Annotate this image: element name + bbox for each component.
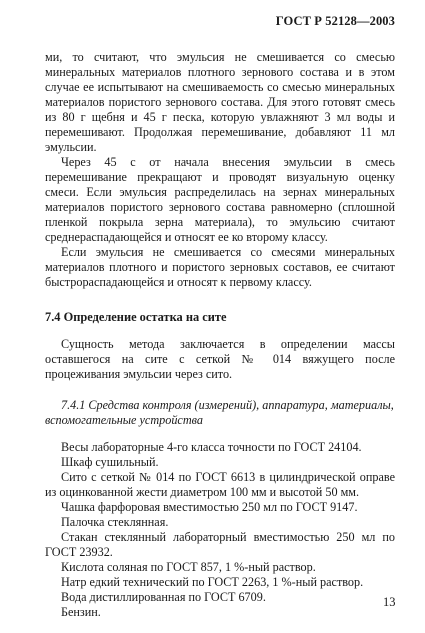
equipment-list [45,440,395,620]
list-item: Палочка стеклянная. [61,515,169,529]
list-item: Сито с сеткой № 014 по ГОСТ 6613 в цилиндрической оправе из оцинкованной жести диаметром 100 мм и высотой 50 мм. [45,470,395,499]
list-item: Стакан стеклянный лабораторный вместимостью 250 мл по ГОСТ 23932. [45,530,395,559]
list-item: Шкаф сушильный. [61,455,159,469]
paragraph-method: Сущность метода заключается в определении массы оставшегося на сите с сеткой № 014 вяжущего после процеживания эмульсии через сито. [45,337,395,381]
section-heading: 7.4 Определение остатка на сите [45,310,227,324]
page-content [45,50,395,620]
list-item: Вода дистиллированная по ГОСТ 6709. [61,590,266,604]
list-item: Натр едкий технический по ГОСТ 2263, 1 %-ный раствор. [61,575,364,589]
list-item: Весы лабораторные 4-го класса точности по ГОСТ 24104. [61,440,362,454]
paragraph-mixing: Через 45 с от начала внесения эмульсии в смесь перемешивание прекращают и проводят визуальную оценку смеси. Если эмульсия распределилась на зернах минеральных материалов пористого зернового состава равномерно (сплошной пленкой покрыла зерна материала), то эмульсию считают среднераспадающейся и относят ее ко второму классу. [45,155,395,244]
paragraph-first-class: Если эмульсия не смешивается со смесями минеральных материалов плотного и пористого зерновых составов, ее считают быстрораспадающейся и относят к первому классу. [45,245,395,289]
standard-header: ГОСТ Р 52128—2003 [275,14,395,28]
paragraph-continuation: ми, то считают, что эмульсия не смешивается со смесью минеральных материалов плотного зернового состава и в этом случае ее испытывают на смешиваемость со смесью минеральных материалов пористого зернового состава. Для этого готовят смесь из 80 г щебня и 45 г песка, которую увлажняют 3 мл воды и перемешивают. Продолжая перемешивание, добавляют 11 мл эмульсии. [45,50,395,154]
subsection-heading: 7.4.1 Средства контроля (измерений), аппаратура, материалы, вспомогательные устройства [45,398,394,427]
list-item: Бензин. [61,605,101,619]
page-number: 13 [383,595,396,609]
list-item: Кислота соляная по ГОСТ 857, 1 %-ный раствор. [61,560,316,574]
list-item: Чашка фарфоровая вместимостью 250 мл по ГОСТ 9147. [61,500,358,514]
